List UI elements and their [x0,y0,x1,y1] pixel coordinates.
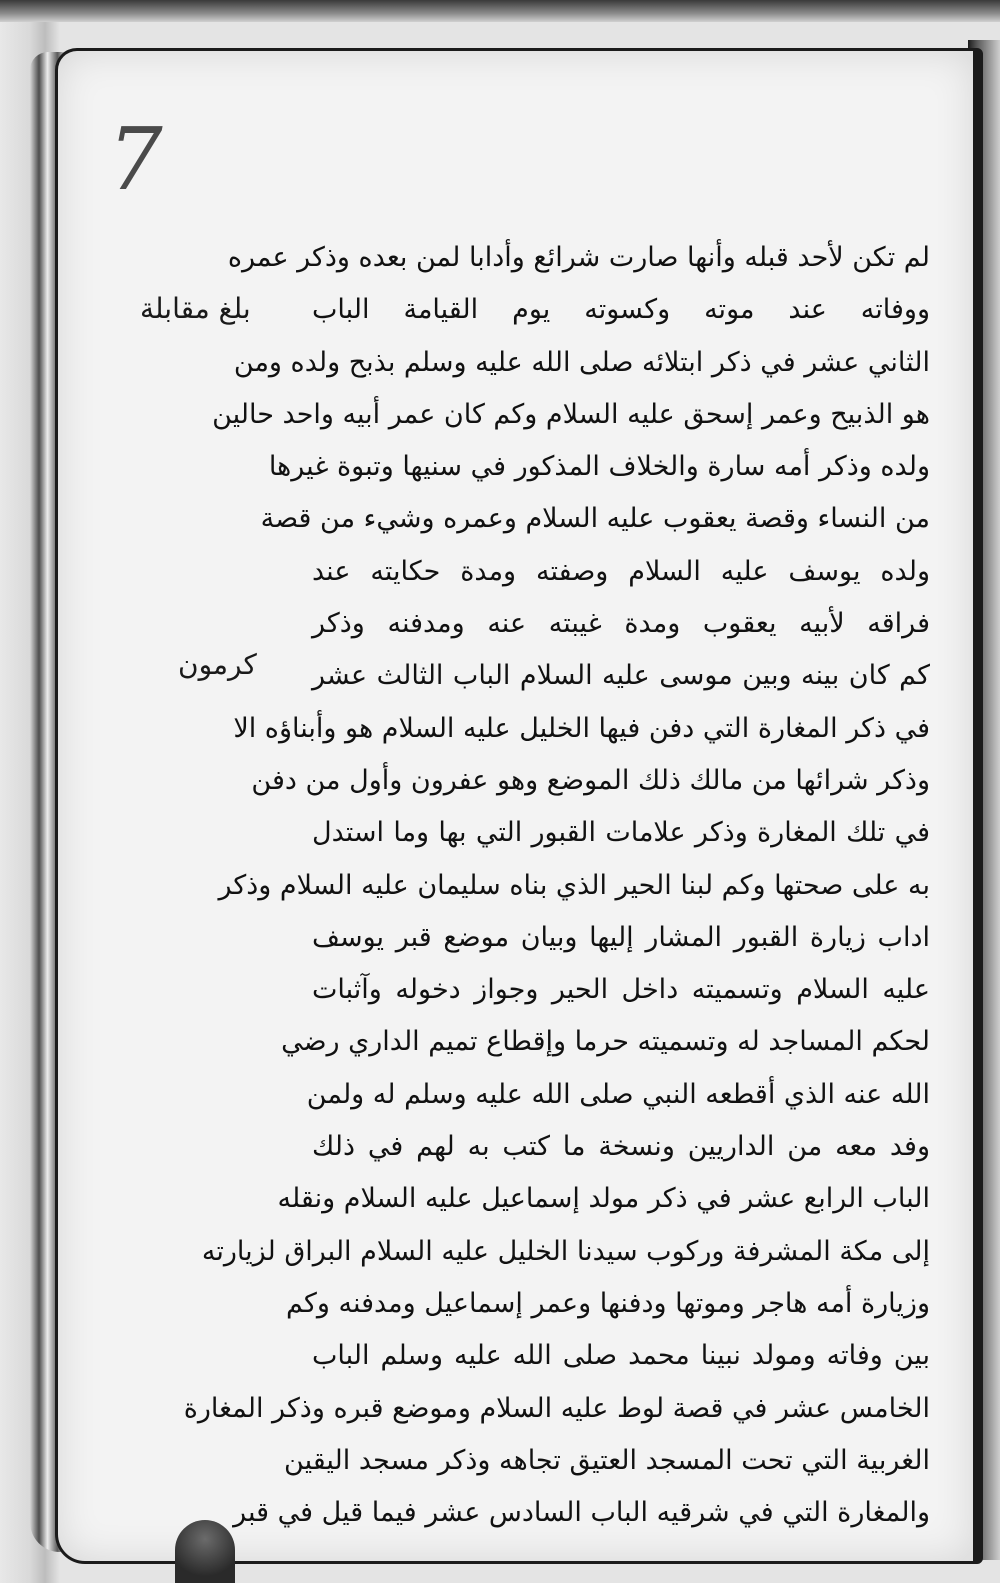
text-line: ولده وذكر أمه سارة والخلاف المذكور في سنيها وتبوة غيرها [268,451,930,483]
text-line: عليه السلام وتسميته داخل الحير وجواز دخوله وآثبات [312,974,930,1006]
text-line: من النساء وقصة يعقوب عليه السلام وعمره وشيء من قصة [260,503,930,535]
text-line: وزيارة أمه هاجر وموتها ودفنها وعمر إسماعيل ومدفنه وكم [286,1287,930,1319]
text-line: في ذكر المغارة التي دفن فيها الخليل عليه السلام هو وأبناؤه الا [233,712,930,744]
text-line: والمغارة التي في شرقيه الباب السادس عشر فيما قيل في قبر [233,1497,930,1529]
text-line: كم كان بينه وبين موسى عليه السلام الباب الثالث عشر [312,660,930,692]
text-line: به على صحتها وكم لبنا الحير الذي بناه سليمان عليه السلام وذكر [218,869,930,901]
text-line: ووفاته عند موته وكسوته يوم القيامة الباب [312,294,930,326]
text-line: الله عنه الذي أقطعه النبي صلى الله عليه وسلم له ولمن [306,1078,930,1110]
text-line: وذكر شرائها من مالك ذلك الموضع وهو عفرون وأول من دفن [251,764,930,796]
text-line: هو الذبيح وعمر إسحق عليه السلام وكم كان عمر أبيه واحد حالين [212,398,930,430]
text-line: الباب الرابع عشر في ذكر مولد إسماعيل عليه السلام ونقله [277,1183,930,1215]
text-line: لحكم المساجد له وتسميته حرما وإقطاع تميم الداري رضي [281,1026,930,1058]
text-line: الثاني عشر في ذكر ابتلائه صلى الله عليه وسلم بذبح ولده ومن [233,346,930,378]
margin-note-collation: بلغ مقابلة [140,292,251,325]
scanner-thumb [175,1520,235,1583]
text-line: في تلك المغارة وذكر علامات القبور التي بها وما استدل [312,817,930,849]
text-line: الغربية التي تحت المسجد العتيق تجاهه وذكر مسجد اليقين [284,1444,930,1476]
text-line: لم تكن لأحد قبله وأنها صارت شرائع وأدابا لمن بعده وذكر عمره [227,242,930,273]
text-line: ولده يوسف عليه السلام وصفته ومدة حكايته عند [312,555,930,587]
text-line: فراقه لأبيه يعقوب ومدة غيبته عنه ومدفنه وذكر [312,608,930,640]
margin-note-keyword: كرمون [178,648,257,681]
folio-number: 7 [108,110,163,210]
text-line: اداب زيارة القبور المشار إليها وبيان موضع قبر يوسف [312,921,930,953]
text-line: بين وفاته ومولد نبينا محمد صلى الله عليه وسلم الباب [312,1340,930,1372]
text-line: وفد معه من الداريين ونسخة ما كتب به لهم في ذلك [312,1131,930,1163]
text-line: الخامس عشر في قصة لوط عليه السلام وموضع قبره وذكر المغارة [183,1392,930,1424]
text-line: إلى مكة المشرفة وركوب سيدنا الخليل عليه السلام البراق لزيارته [201,1235,930,1267]
scan-top-edge [0,0,1000,22]
